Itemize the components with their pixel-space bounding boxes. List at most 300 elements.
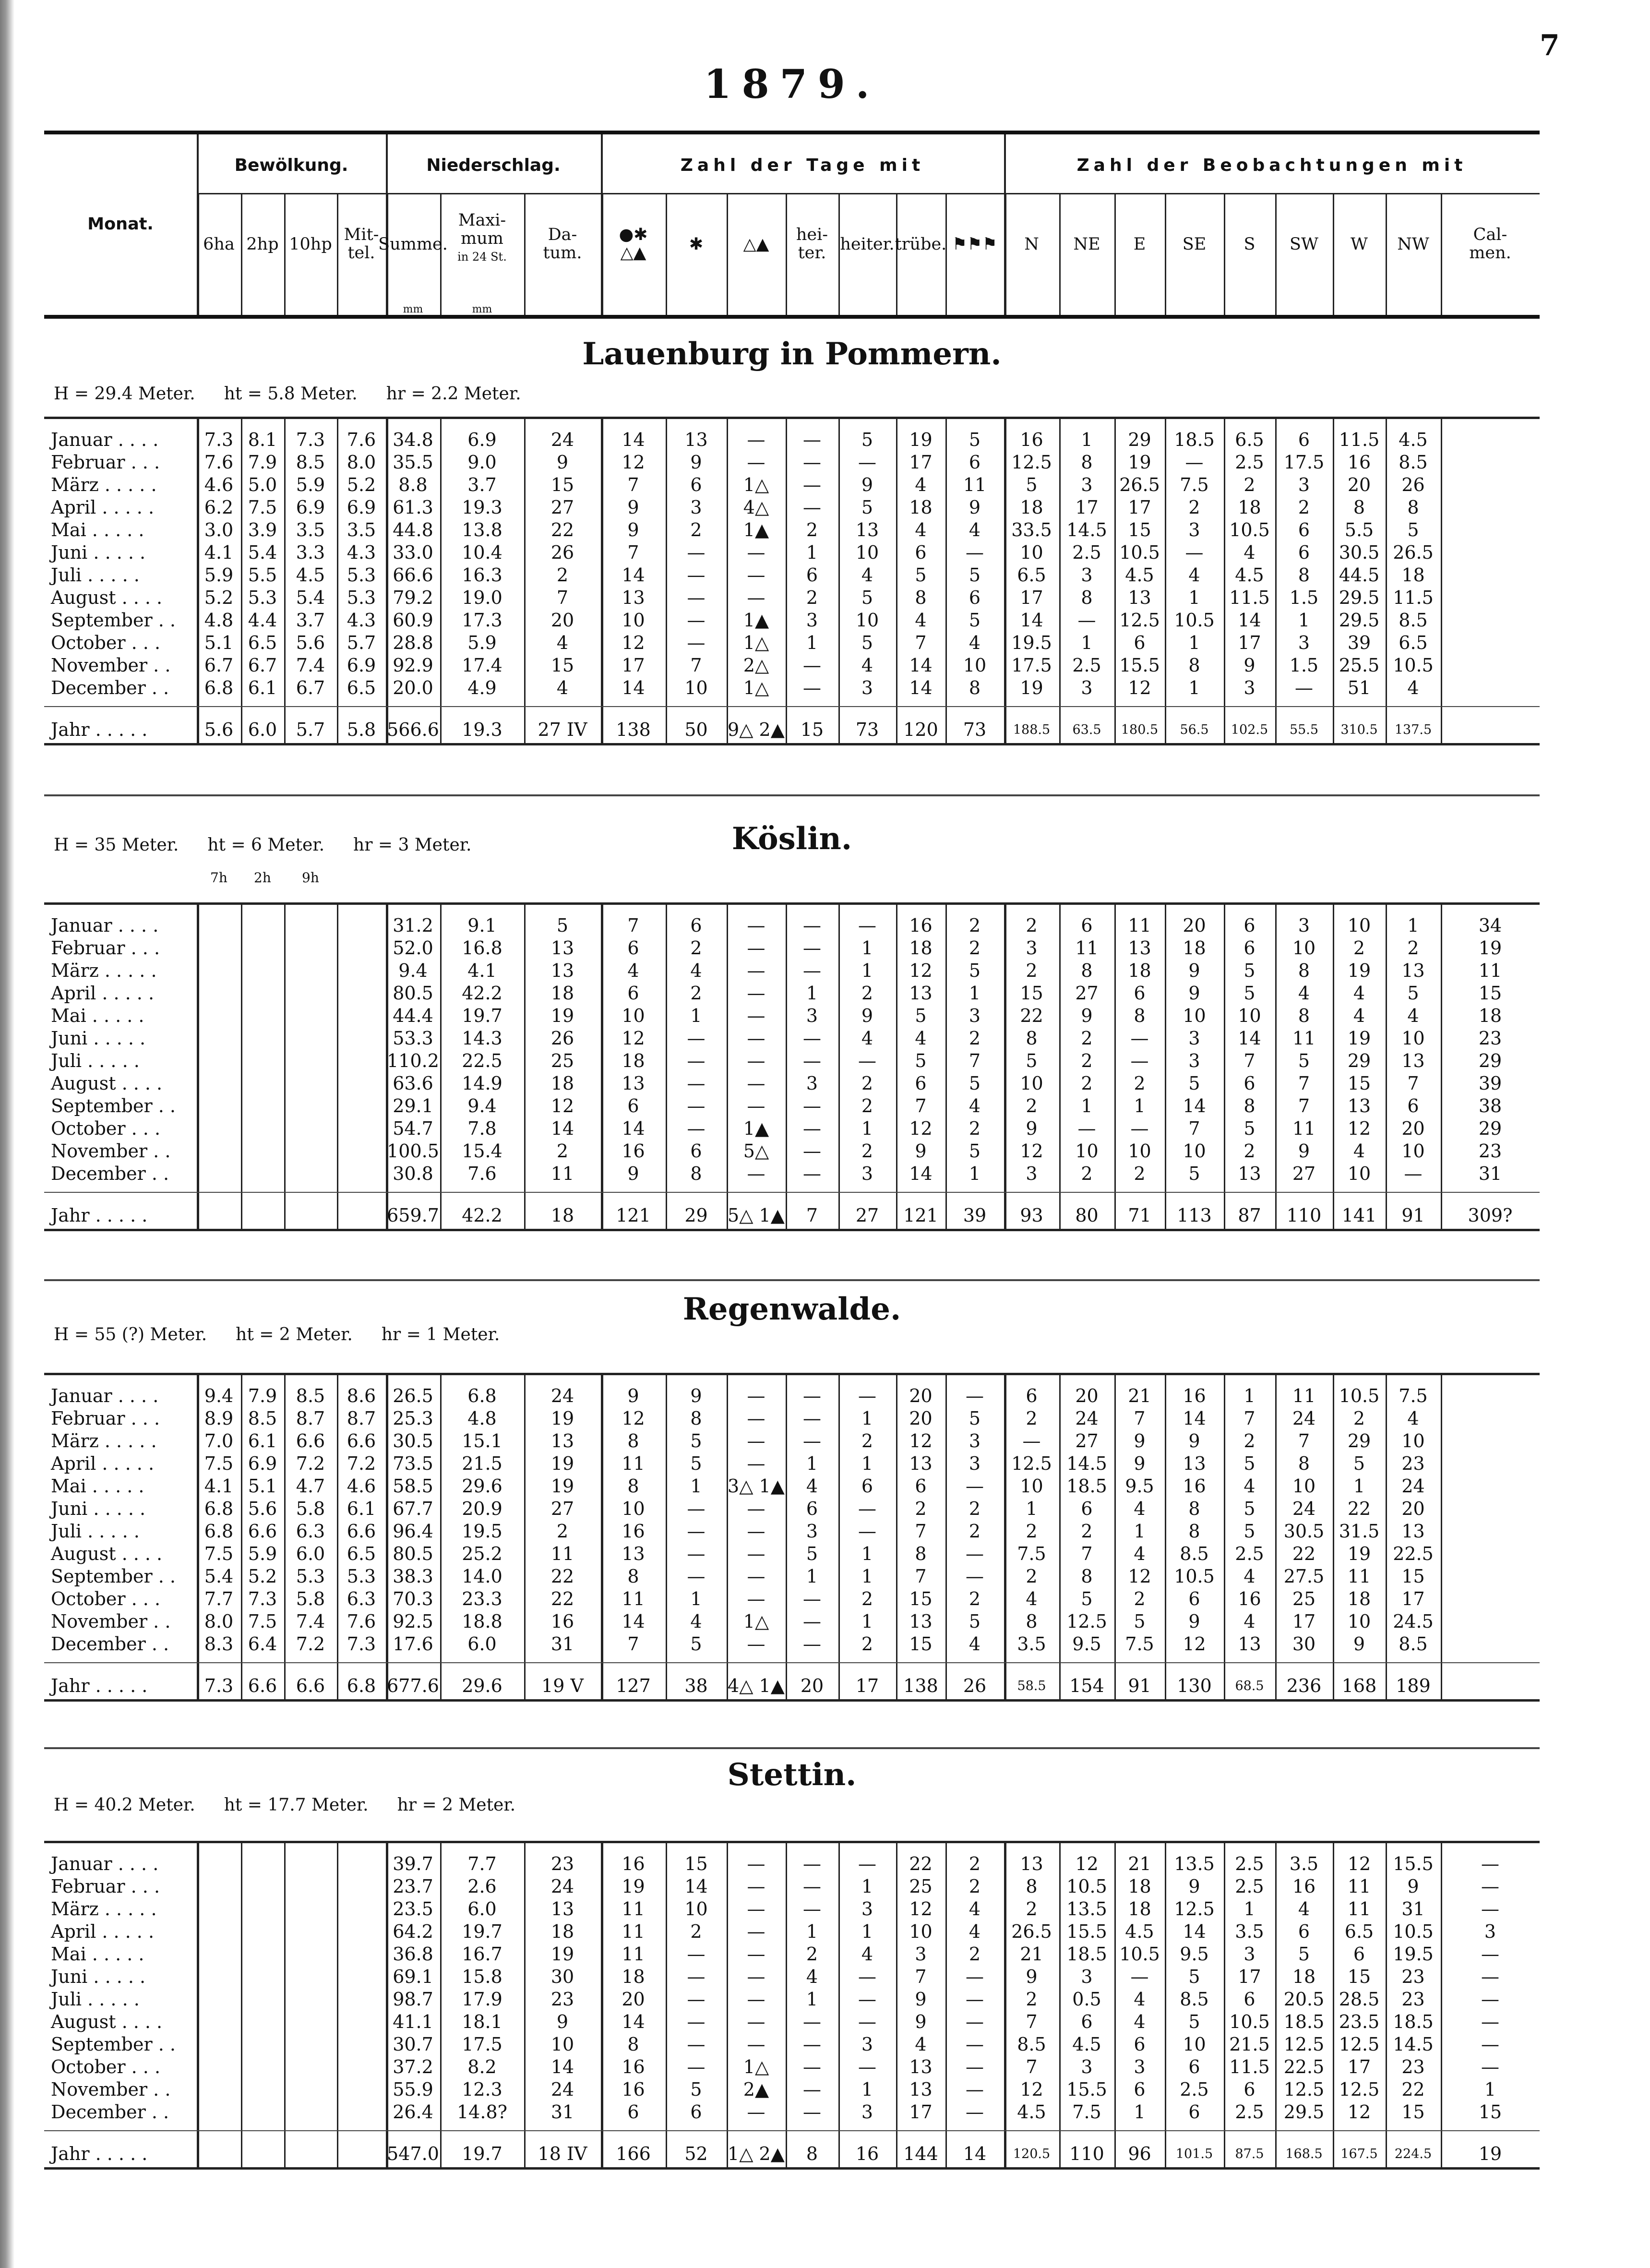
table-cell: 19 — [1020, 677, 1043, 698]
table-cell: 56.5 — [1180, 722, 1209, 737]
header-col-label: ✱ — [689, 235, 704, 254]
table-cell: 1▲ — [743, 519, 769, 540]
table-cell: — — [1481, 2056, 1499, 2077]
header-col-label-line: mum — [461, 229, 503, 248]
table-cell: — — [747, 1430, 765, 1452]
table-row — [44, 1095, 1540, 1117]
table-cell: 7.3 — [204, 1675, 234, 1696]
table-cell: — — [966, 2034, 984, 2055]
table-cell: 13 — [1401, 1521, 1425, 1542]
table-cell: 8 — [627, 1566, 639, 1587]
table-cell: 5 — [968, 610, 981, 631]
table-cell: 102.5 — [1231, 722, 1268, 737]
table-cell: 9 — [968, 497, 981, 518]
table-cell: 87.5 — [1235, 2147, 1264, 2161]
header-col-label-line: △▲ — [620, 243, 646, 263]
table-cell: 9 — [1353, 1633, 1365, 1655]
table-cell: 3 — [1298, 915, 1310, 936]
table-cell: 11 — [550, 1163, 574, 1184]
table-cell: 9 — [1188, 1430, 1200, 1452]
observation-hour-label: 7h — [210, 870, 227, 886]
month-label: Februar . . . — [51, 1408, 160, 1429]
table-cell: 6.7 — [296, 677, 325, 698]
station-heights — [54, 835, 500, 855]
table-cell: 10.5 — [1229, 2011, 1270, 2032]
table-cell: 7.6 — [347, 429, 376, 450]
table-cell: 23 — [1401, 1453, 1425, 1474]
table-row — [44, 609, 1540, 632]
header-month-label: Monat. — [87, 215, 154, 234]
table-cell: 224.5 — [1394, 2147, 1432, 2161]
table-cell: 18 — [909, 937, 933, 959]
table-cell: 17.4 — [462, 655, 502, 676]
table-cell: — — [803, 655, 821, 676]
table-cell: 1 — [1407, 915, 1419, 936]
table-row — [44, 496, 1540, 519]
table-cell: — — [803, 677, 821, 698]
table-cell: — — [747, 1521, 765, 1542]
table-cell: 7.2 — [347, 1453, 376, 1474]
table-cell: 15.5 — [1119, 655, 1160, 676]
month-label: Jahr . . . . . — [51, 1675, 148, 1696]
table-cell: 3.0 — [204, 519, 234, 540]
table-cell: 19 — [1128, 452, 1151, 473]
table-cell: 24 — [550, 1385, 574, 1406]
table-cell: 12.5 — [1339, 2034, 1380, 2055]
table-cell: — — [966, 2056, 984, 2077]
table-cell: 11 — [1347, 1898, 1371, 1920]
table-cell: 2▲ — [743, 2079, 769, 2100]
table-cell: 12 — [1128, 677, 1151, 698]
month-label: Mai . . . . . — [51, 1944, 144, 1965]
table-cell: 19.0 — [462, 587, 502, 608]
table-cell: 1 — [1081, 429, 1093, 450]
table-cell: 5 — [915, 564, 927, 586]
header-col-label — [796, 226, 828, 262]
table-cell: 100.5 — [387, 1140, 439, 1162]
table-cell: 7.6 — [204, 452, 234, 473]
station-height-value: H = 29.4 Meter. — [54, 384, 195, 404]
table-cell: 13 — [1128, 937, 1151, 959]
table-cell: 2 — [1026, 1095, 1038, 1116]
table-cell: — — [1022, 1430, 1041, 1452]
table-cell: 29.5 — [1339, 610, 1380, 631]
table-cell: 3 — [1243, 677, 1255, 698]
table-cell: 6.9 — [248, 1453, 277, 1474]
table-cell: 10 — [1183, 1005, 1206, 1026]
table-cell: 10 — [550, 2034, 574, 2055]
table-cell: 5 — [556, 915, 569, 936]
table-cell: 27 IV — [538, 719, 587, 740]
table-cell: 13 — [1128, 587, 1151, 608]
table-cell: 5△ 1▲ — [728, 1205, 785, 1226]
table-cell: 4.9 — [467, 677, 497, 698]
month-label: October . . . — [51, 632, 161, 653]
table-cell: 11 — [963, 474, 987, 495]
station-height-value: H = 55 (?) Meter. — [54, 1325, 207, 1344]
table-cell: 19.3 — [462, 497, 502, 518]
table-cell: 31 — [1478, 1163, 1502, 1184]
table-cell: 14 — [622, 2011, 645, 2032]
table-cell: 6.7 — [248, 655, 277, 676]
table-cell: — — [687, 1028, 705, 1049]
header-col-label-line: tum. — [543, 243, 582, 263]
table-cell: 17 — [909, 452, 933, 473]
table-cell: 5 — [915, 1050, 927, 1071]
table-cell: 16.7 — [462, 1944, 502, 1965]
table-cell: 5.4 — [248, 542, 277, 563]
table-cell: 22.5 — [462, 1050, 502, 1071]
table-cell: — — [803, 2056, 821, 2077]
table-cell: 16 — [622, 2056, 645, 2077]
table-cell: 1 — [1188, 587, 1200, 608]
table-cell: 3 — [861, 1163, 873, 1184]
table-cell: 6.6 — [347, 1521, 376, 1542]
table-cell: 3 — [861, 677, 873, 698]
table-cell: 17 — [1292, 1611, 1316, 1632]
table-cell: 168.5 — [1285, 2147, 1323, 2161]
table-cell: 4.5 — [1125, 564, 1154, 586]
header-group-label: Bewölkung. — [234, 156, 348, 175]
header-col-label — [543, 226, 582, 262]
table-cell: — — [966, 542, 984, 563]
table-cell: 10 — [622, 1498, 645, 1519]
table-cell: 19.5 — [1011, 632, 1052, 653]
table-row — [44, 1140, 1540, 1163]
table-cell: 4.1 — [204, 1476, 234, 1497]
table-cell: 3 — [806, 1521, 818, 1542]
table-cell: 17.6 — [393, 1633, 433, 1655]
table-cell: 5.0 — [248, 474, 277, 495]
table-cell: 96 — [1128, 2143, 1151, 2164]
table-cell: — — [747, 1005, 765, 1026]
table-cell: 25.3 — [393, 1408, 433, 1429]
table-cell: 27 — [550, 1498, 574, 1519]
month-label: December . . — [51, 677, 169, 698]
table-cell: 22.5 — [1393, 1543, 1434, 1564]
table-cell: 63.5 — [1072, 722, 1101, 737]
table-row — [44, 564, 1540, 587]
table-cell: 9 — [1134, 1430, 1146, 1452]
table-cell: 23 — [550, 1989, 574, 2010]
table-cell: 9 — [556, 2011, 569, 2032]
table-cell: 8.9 — [204, 1408, 234, 1429]
table-cell: 60.9 — [393, 610, 433, 631]
table-cell: — — [858, 1966, 876, 1987]
table-cell: 18 — [622, 1050, 645, 1071]
table-cell: 2.5 — [1072, 542, 1101, 563]
table-cell: 8 — [1081, 1566, 1093, 1587]
header-col-label: 6ha — [203, 235, 235, 254]
table-cell: 10 — [684, 1898, 708, 1920]
table-cell: 10 — [1401, 1430, 1425, 1452]
table-cell: — — [747, 1050, 765, 1071]
total-separator — [44, 1662, 1540, 1663]
table-cell: 1.5 — [1289, 587, 1319, 608]
table-cell: 4.3 — [347, 542, 376, 563]
table-cell: 168 — [1341, 1675, 1377, 1696]
table-cell: — — [747, 1566, 765, 1587]
table-cell: 1 — [861, 1118, 873, 1139]
table-cell: 5 — [1188, 1073, 1200, 1094]
table-cell: 8.2 — [467, 2056, 497, 2077]
table-cell: 1▲ — [743, 1118, 769, 1139]
table-cell: 8.0 — [347, 452, 376, 473]
table-cell: 17 — [1128, 497, 1151, 518]
table-cell: — — [1295, 677, 1313, 698]
table-cell: 2 — [968, 1521, 981, 1542]
month-label: October . . . — [51, 2056, 161, 2077]
table-cell: 17 — [622, 655, 645, 676]
table-cell: — — [687, 1095, 705, 1116]
table-cell: 18 — [1128, 1876, 1151, 1897]
table-cell: 24 — [550, 2079, 574, 2100]
table-cell: 6 — [1298, 519, 1310, 540]
table-cell: 14.5 — [1393, 2034, 1434, 2055]
table-row-year-total — [44, 2143, 1540, 2165]
table-cell: — — [687, 1989, 705, 2010]
table-cell: 9 — [627, 1163, 639, 1184]
table-cell: 7 — [627, 1633, 639, 1655]
table-cell: 16 — [1292, 1876, 1316, 1897]
table-cell: 20 — [909, 1385, 933, 1406]
table-cell: 11.5 — [1339, 429, 1380, 450]
month-label: September . . — [51, 2034, 176, 2055]
table-cell: 2.5 — [1235, 1543, 1264, 1564]
table-row — [44, 1898, 1540, 1920]
table-cell: 3 — [1484, 1921, 1496, 1942]
table-cell: 73 — [855, 719, 879, 740]
table-cell: 13 — [622, 1073, 645, 1094]
observation-hour-label: 2h — [254, 870, 271, 886]
header-col-label: N — [1024, 235, 1039, 254]
table-cell: 2 — [556, 564, 569, 586]
table-cell: 5.6 — [204, 719, 234, 740]
table-cell: 4△ 1▲ — [728, 1675, 785, 1696]
month-label: März . . . . . — [51, 474, 157, 495]
table-cell: 8 — [1298, 1453, 1310, 1474]
table-cell: 17 — [855, 1675, 879, 1696]
table-cell: 2 — [690, 937, 702, 959]
table-cell: — — [1130, 1118, 1149, 1139]
table-cell: 11 — [1075, 937, 1099, 959]
table-cell: 4 — [915, 474, 927, 495]
table-cell: 13 — [1238, 1633, 1261, 1655]
table-cell: 130 — [1177, 1675, 1212, 1696]
table-cell: 547.0 — [387, 2143, 439, 2164]
table-cell: 9.5 — [1125, 1476, 1154, 1497]
table-cell: 9.1 — [467, 915, 497, 936]
table-cell: — — [1185, 542, 1204, 563]
table-cell: 1.5 — [1289, 655, 1319, 676]
table-cell: 6.0 — [467, 1898, 497, 1920]
table-cell: 19 — [1347, 1543, 1371, 1564]
table-cell: 4.5 — [1235, 564, 1264, 586]
table-cell: 2 — [968, 1876, 981, 1897]
table-cell: 4 — [968, 1898, 981, 1920]
table-cell: 2 — [1188, 497, 1200, 518]
table-cell: 4 — [806, 1476, 818, 1497]
table-cell: 25 — [909, 1876, 933, 1897]
table-cell: 4△ — [743, 497, 769, 518]
table-cell: 14 — [909, 677, 933, 698]
table-cell: 2 — [1081, 1073, 1093, 1094]
month-label: November . . — [51, 655, 171, 676]
table-cell: 16 — [622, 1140, 645, 1162]
month-label: Februar . . . — [51, 1876, 160, 1897]
header-col-label: heiter. — [840, 235, 895, 254]
table-cell: 9.0 — [467, 452, 497, 473]
table-cell: 6 — [627, 983, 639, 1004]
table-cell: 6.6 — [296, 1430, 325, 1452]
table-cell: — — [803, 474, 821, 495]
table-cell: — — [747, 937, 765, 959]
table-cell: 20 — [1401, 1498, 1425, 1519]
table-cell: 5 — [1188, 1163, 1200, 1184]
station-height-value: ht = 6 Meter. — [207, 835, 325, 855]
table-cell: — — [858, 1853, 876, 1874]
table-cell: 5 — [1188, 2011, 1200, 2032]
table-cell: 12 — [1347, 2101, 1371, 2123]
table-cell: 29 — [1128, 429, 1151, 450]
table-cell: — — [747, 1966, 765, 1987]
station-title: Köslin. — [731, 821, 852, 857]
table-cell: 8.5 — [296, 452, 325, 473]
table-cell: 5.3 — [248, 587, 277, 608]
table-cell: 1▲ — [743, 610, 769, 631]
table-cell: 19 — [550, 1408, 574, 1429]
table-cell: 8.5 — [1180, 1989, 1209, 2010]
table-cell: 2 — [968, 1498, 981, 1519]
table-cell: 4 — [690, 1611, 702, 1632]
table-cell: 18.1 — [462, 2011, 502, 2032]
table-cell: 17.5 — [462, 2034, 502, 2055]
month-label: October . . . — [51, 1588, 161, 1609]
table-cell: 31.5 — [1339, 1521, 1380, 1542]
table-cell: 10 — [1401, 1028, 1425, 1049]
table-cell: 20.0 — [393, 677, 433, 698]
table-cell: 26.5 — [1119, 474, 1160, 495]
table-cell: 16 — [622, 1853, 645, 1874]
header-col-label-line: ter. — [798, 243, 826, 263]
month-label: März . . . . . — [51, 960, 157, 981]
table-cell: 6.8 — [467, 1385, 497, 1406]
header-col-label — [457, 211, 507, 266]
station-height-value: ht = 17.7 Meter. — [224, 1795, 369, 1815]
table-cell: 127 — [616, 1675, 651, 1696]
table-cell: 14.8? — [457, 2101, 507, 2123]
table-cell: — — [1077, 610, 1096, 631]
table-cell: 7 — [690, 655, 702, 676]
table-cell: 24 — [550, 1876, 574, 1897]
table-cell: 8 — [1407, 497, 1419, 518]
table-cell: — — [1130, 1966, 1149, 1987]
table-cell: 2 — [1353, 1408, 1365, 1429]
table-cell: — — [803, 1140, 821, 1162]
table-cell: 13 — [1238, 1163, 1261, 1184]
table-row — [44, 519, 1540, 541]
table-cell: 6 — [627, 1095, 639, 1116]
table-cell: 11 — [550, 1543, 574, 1564]
month-label: Jahr . . . . . — [51, 1205, 148, 1226]
table-cell: — — [803, 2101, 821, 2123]
table-row-year-total — [44, 1675, 1540, 1697]
table-cell: 10 — [1238, 1005, 1261, 1026]
month-label: Februar . . . — [51, 452, 160, 473]
table-cell: 11.5 — [1229, 587, 1270, 608]
table-cell: 3 — [1298, 632, 1310, 653]
table-cell: 13.5 — [1174, 1853, 1215, 1874]
table-cell: 7 — [1298, 1095, 1310, 1116]
table-cell: — — [1185, 452, 1204, 473]
table-cell: 12.5 — [1283, 2034, 1325, 2055]
header-col-label: NW — [1397, 235, 1429, 254]
table-cell: 9.5 — [1072, 1633, 1101, 1655]
table-cell: 15 — [909, 1633, 933, 1655]
table-cell: 1 — [690, 1588, 702, 1609]
table-cell: 34.8 — [393, 429, 433, 450]
table-cell: 6 — [1188, 2101, 1200, 2123]
table-cell: 19 — [622, 1876, 645, 1897]
table-cell: 5 — [861, 632, 873, 653]
table-cell: 6.5 — [1017, 564, 1046, 586]
table-row — [44, 1853, 1540, 1875]
table-cell: 2.5 — [1235, 1853, 1264, 1874]
table-cell: 27 — [1292, 1163, 1316, 1184]
table-cell: 19.5 — [462, 1521, 502, 1542]
header-col-label-line: ●✱ — [619, 225, 648, 244]
table-cell: 29.6 — [462, 1675, 502, 1696]
table-cell: — — [747, 587, 765, 608]
station-height-value: hr = 3 Meter. — [353, 835, 472, 855]
table-cell: 6 — [1243, 937, 1255, 959]
table-cell: 6 — [1243, 2079, 1255, 2100]
table-cell: — — [858, 2011, 876, 2032]
table-cell: 2 — [1026, 1521, 1038, 1542]
table-cell: 7.3 — [204, 429, 234, 450]
table-cell: 121 — [616, 1205, 651, 1226]
month-label: März . . . . . — [51, 1430, 157, 1452]
table-cell: 31.2 — [393, 915, 433, 936]
table-cell: 5 — [1353, 1453, 1365, 1474]
table-cell: 23 — [1478, 1028, 1502, 1049]
table-cell: 3.3 — [296, 542, 325, 563]
table-cell: 5 — [690, 1453, 702, 1474]
table-cell: 19 — [909, 429, 933, 450]
table-row — [44, 2033, 1540, 2056]
header-col-label: △▲ — [743, 235, 769, 254]
table-cell: 73 — [963, 719, 987, 740]
table-cell: 121 — [903, 1205, 938, 1226]
table-cell: 6 — [1188, 2056, 1200, 2077]
table-cell: — — [858, 1521, 876, 1542]
table-cell: — — [747, 1028, 765, 1049]
table-cell: 8.5 — [1399, 452, 1428, 473]
table-cell: 14 — [909, 655, 933, 676]
table-cell: 2 — [806, 519, 818, 540]
table-cell: 8 — [915, 587, 927, 608]
table-cell: 1 — [806, 542, 818, 563]
table-cell: 2 — [915, 1498, 927, 1519]
table-cell: 93 — [1020, 1205, 1043, 1226]
table-cell: 4 — [1134, 1989, 1146, 2010]
table-cell: 12.5 — [1174, 1898, 1215, 1920]
station-height-value: ht = 5.8 Meter. — [224, 384, 358, 404]
table-cell: 7.0 — [204, 1430, 234, 1452]
table-cell: 6 — [1407, 1095, 1419, 1116]
table-cell: — — [747, 1898, 765, 1920]
month-label: August . . . . — [51, 1543, 163, 1564]
